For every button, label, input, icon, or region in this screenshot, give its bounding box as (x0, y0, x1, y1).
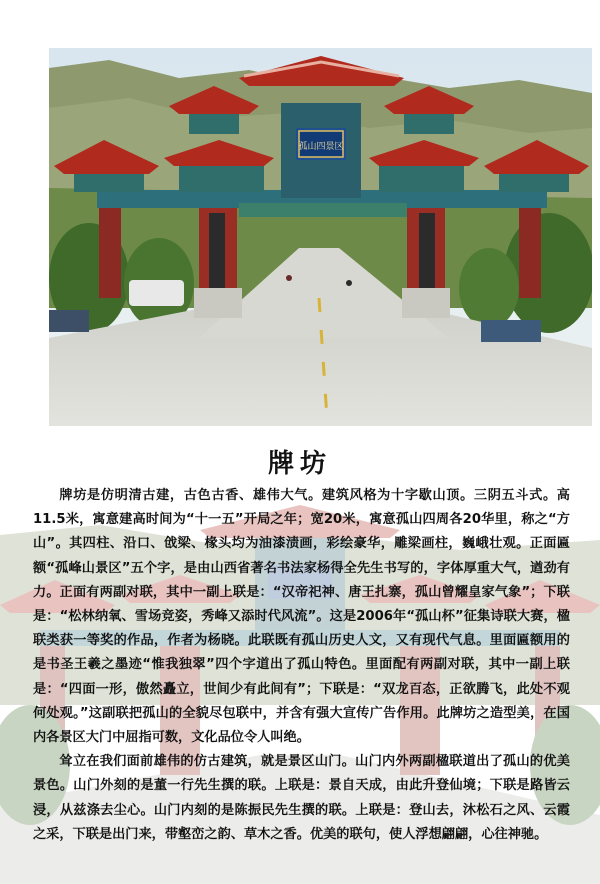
plaque-text: 孤山四景区 (298, 142, 344, 152)
paragraph-archway: 牌坊是仿明清古建，古色古香、雄伟大气。建筑风格为十字歇山顶。三阴五斗式。高11.5米，寓意建高时间为“十一五”开局之年；宽20米，寓意孤山四周各20华里，称之“方山”。其四柱、沿口、戗梁、椽头均为油漆渍画，彩绘豪华，雕梁画柱，巍峨壮观。正面匾额“孤峰山景区”五个字，是由山西省著名书法家杨得全先生书写的，字体厚重大气，遒劲有力。正面有两副对联，其中一副上联是：“汉帝祀神、唐王扎寨，孤山曾耀皇家气象”；下联是：“松林纳氧、雪场竞姿，秀峰又添时代风流”。这是2006年“孤山杯”征集诗联大赛，楹联类获一等奖的作品，作者为杨晓。此联既有孤山历史人文，又有现代气息。里面匾额用的是书圣王羲之墨迹“惟我独翠”四个字道出了孤山特色。里面配有两副对联，其中一副上联是：“四面一形，傲然矗立，世间少有此间有”；下联是：“双龙百态，正欲腾飞，此处不观何处观。”这副联把孤山的全貌尽包联中，并含有强大宣传广告作用。此牌坊之造型美，在国内各景区大门中屈指可数，文化品位令人叫绝。 (33, 488, 570, 746)
article-body (33, 484, 570, 847)
page-title: 牌坊 (267, 449, 332, 479)
paragraph-mountain-gate: 耸立在我们面前雄伟的仿古建筑，就是景区山门。山门内外两副楹联道出了孤山的优美景色。山门外刻的是董一行先生撰的联。上联是：景自天成，由此升登仙境；下联是路皆云浸，从兹涤去尘心。山门内刻的是陈振民先生撰的联。上联是：登山去，沐松石之风、云霞之采，下联是出门来，带壑峦之韵、草木之香。优美的联句，使人浮想翩翩，心往神驰。 (33, 754, 570, 842)
archway-photo (49, 48, 592, 426)
